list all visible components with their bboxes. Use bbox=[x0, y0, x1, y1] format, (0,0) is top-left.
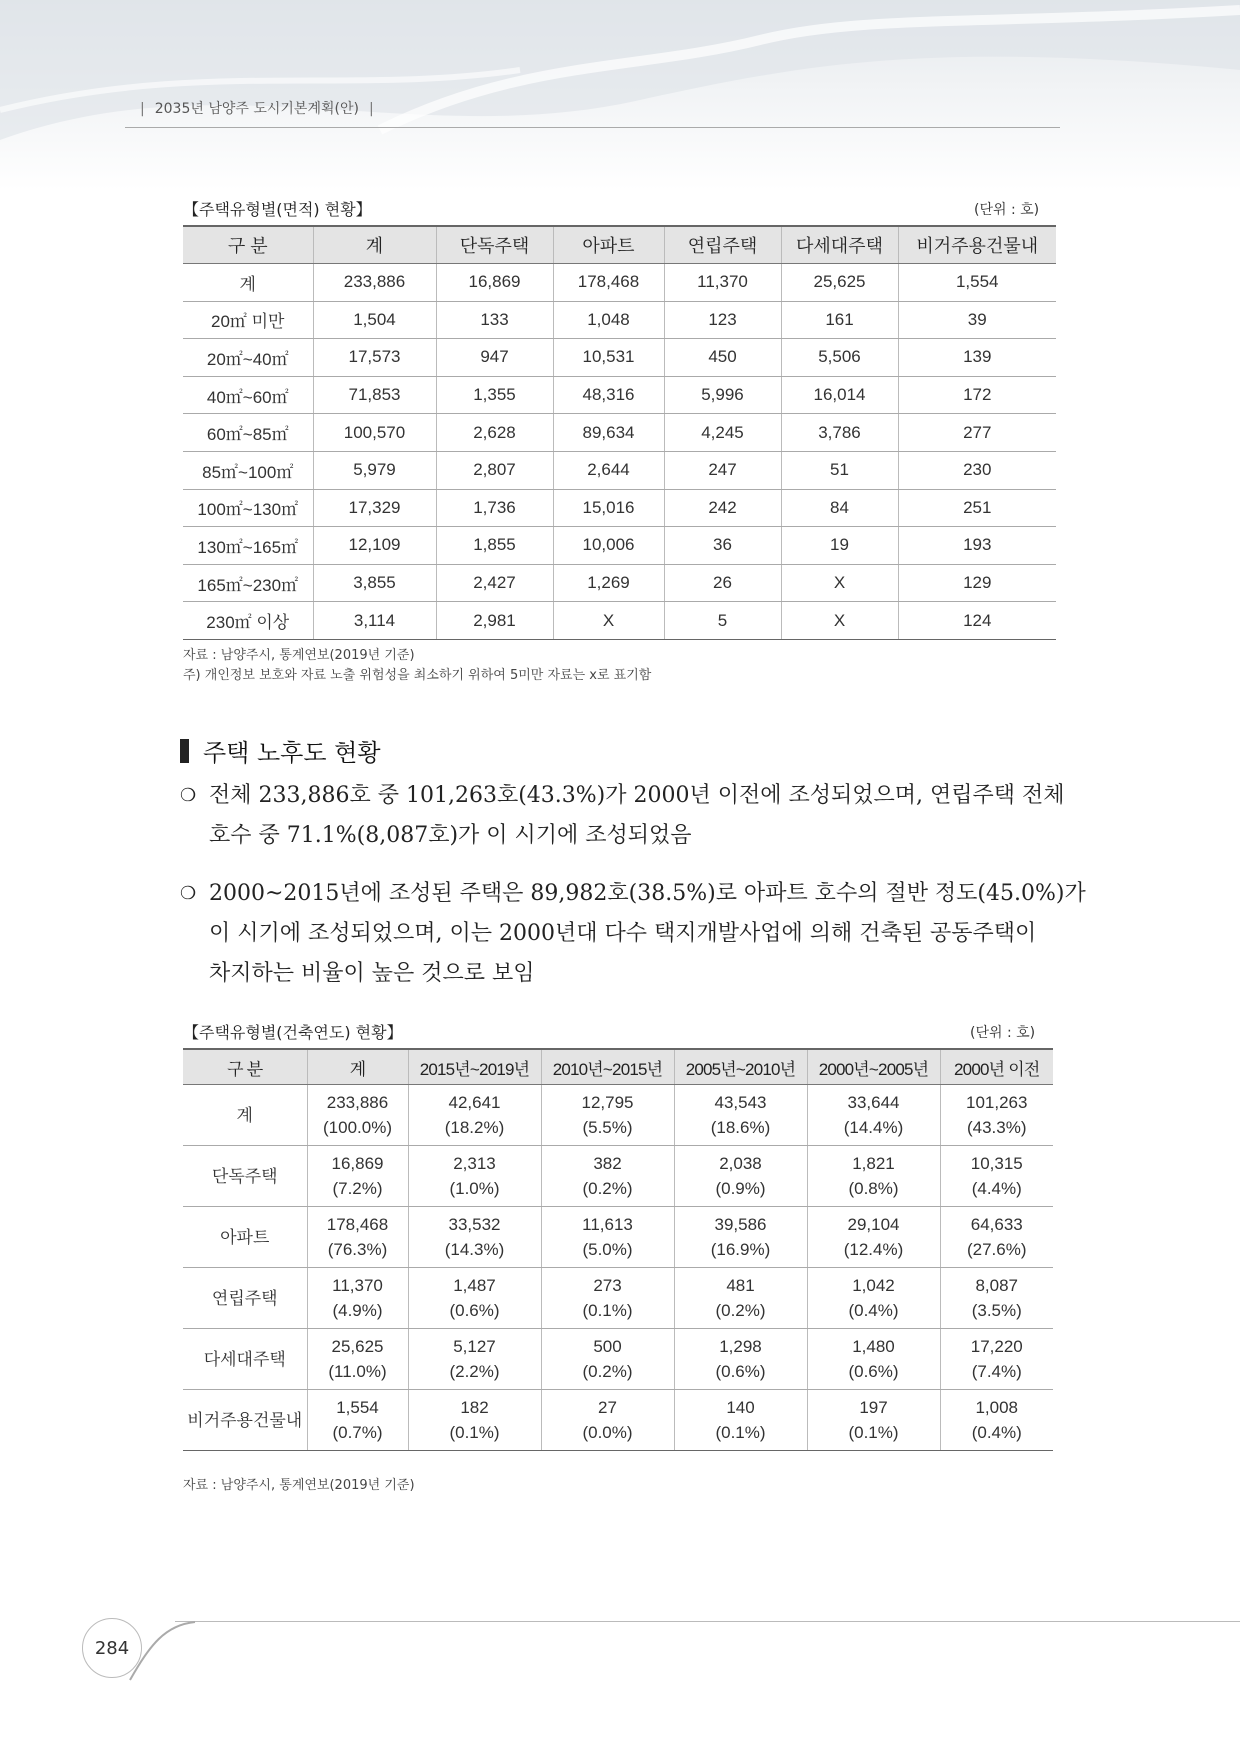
cell-count: 197 bbox=[859, 1398, 888, 1417]
table-cell: 25,625 bbox=[781, 264, 898, 302]
table-cell bbox=[674, 1329, 807, 1390]
table-cell bbox=[674, 1268, 807, 1329]
cell-percent: (2.2%) bbox=[449, 1362, 500, 1381]
cell-count: 10,315 bbox=[970, 1154, 1023, 1173]
cell-count: 39,586 bbox=[714, 1215, 767, 1234]
table-cell: 17,329 bbox=[313, 489, 436, 527]
cell-count: 16,869 bbox=[331, 1154, 384, 1173]
cell-count: 101,263 bbox=[966, 1093, 1028, 1112]
cell-count: 1,821 bbox=[852, 1154, 895, 1173]
table-cell: 2,628 bbox=[436, 414, 553, 452]
row-label: 비거주용건물내 bbox=[183, 1390, 307, 1451]
table-cell: 3,786 bbox=[781, 414, 898, 452]
table-cell: 1,504 bbox=[313, 301, 436, 339]
cell-percent: (76.3%) bbox=[327, 1240, 388, 1259]
cell-percent: (4.4%) bbox=[971, 1179, 1022, 1198]
cell-count: 5,127 bbox=[453, 1337, 496, 1356]
table-cell: 1,855 bbox=[436, 527, 553, 565]
cell-count: 33,532 bbox=[448, 1215, 501, 1234]
table-cell: 2,807 bbox=[436, 451, 553, 489]
table-cell: 36 bbox=[664, 527, 781, 565]
cell-percent: (0.2%) bbox=[582, 1179, 633, 1198]
cell-count: 12,795 bbox=[581, 1093, 634, 1112]
table-cell: X bbox=[781, 602, 898, 640]
table-cell: 242 bbox=[664, 489, 781, 527]
table-cell: 129 bbox=[898, 564, 1056, 602]
cell-count: 2,313 bbox=[453, 1154, 496, 1173]
table-row bbox=[183, 1085, 1053, 1146]
table-cell bbox=[807, 1329, 940, 1390]
table2-column-header: 2000년~2005년 bbox=[807, 1049, 940, 1085]
paragraph-line: 이 시기에 조성되었으며, 이는 2000년대 다수 택지개발사업에 의해 건축된 공동주택이 bbox=[209, 921, 1037, 946]
table1-column-header: 비거주용건물내 bbox=[898, 226, 1056, 264]
cell-count: 182 bbox=[460, 1398, 489, 1417]
table-cell bbox=[541, 1085, 674, 1146]
table-cell: 4,245 bbox=[664, 414, 781, 452]
table-cell: 2,644 bbox=[553, 451, 664, 489]
table-cell bbox=[541, 1207, 674, 1268]
table-cell: 5,979 bbox=[313, 451, 436, 489]
table-housing-by-area bbox=[183, 225, 1056, 640]
running-head-title: 2035년 남양주 도시기본계획(안) bbox=[154, 101, 359, 117]
table-cell: 123 bbox=[664, 301, 781, 339]
table-cell bbox=[807, 1390, 940, 1451]
table-cell bbox=[807, 1268, 940, 1329]
table-cell: 1,736 bbox=[436, 489, 553, 527]
row-label: 85㎡~100㎡ bbox=[183, 451, 313, 489]
table-cell: 26 bbox=[664, 564, 781, 602]
table-cell bbox=[307, 1146, 408, 1207]
row-label: 20㎡~40㎡ bbox=[183, 339, 313, 377]
row-label: 단독주택 bbox=[183, 1146, 307, 1207]
table2-column-header: 2010년~2015년 bbox=[541, 1049, 674, 1085]
cell-count: 43,543 bbox=[714, 1093, 767, 1112]
table1-column-header: 단독주택 bbox=[436, 226, 553, 264]
table-cell: 19 bbox=[781, 527, 898, 565]
table-row bbox=[183, 602, 1056, 640]
cell-percent: (5.5%) bbox=[582, 1118, 633, 1137]
table-cell bbox=[307, 1207, 408, 1268]
cell-count: 1,042 bbox=[852, 1276, 895, 1295]
row-label: 20㎡ 미만 bbox=[183, 301, 313, 339]
table-row bbox=[183, 451, 1056, 489]
table-cell: 11,370 bbox=[664, 264, 781, 302]
cell-count: 1,298 bbox=[719, 1337, 762, 1356]
table-cell: 2,981 bbox=[436, 602, 553, 640]
table2-column-header: 구 분 bbox=[183, 1049, 307, 1085]
table2-unit: (단위 : 호) bbox=[970, 1025, 1036, 1041]
table-cell: 450 bbox=[664, 339, 781, 377]
table1-caption: 【주택유형별(면적) 현황】 bbox=[183, 200, 372, 219]
table-cell bbox=[307, 1085, 408, 1146]
table-cell bbox=[541, 1146, 674, 1207]
cell-percent: (0.1%) bbox=[848, 1423, 899, 1442]
table-cell: 48,316 bbox=[553, 376, 664, 414]
row-label: 계 bbox=[183, 264, 313, 302]
cell-percent: (0.9%) bbox=[715, 1179, 766, 1198]
running-head bbox=[130, 98, 384, 118]
table-cell: 1,355 bbox=[436, 376, 553, 414]
cell-percent: (0.4%) bbox=[848, 1301, 899, 1320]
row-label: 165㎡~230㎡ bbox=[183, 564, 313, 602]
table-row bbox=[183, 489, 1056, 527]
table-row bbox=[183, 339, 1056, 377]
table-cell: 17,573 bbox=[313, 339, 436, 377]
paragraph-line: 차지하는 비율이 높은 것으로 보임 bbox=[209, 961, 535, 986]
row-label: 60㎡~85㎡ bbox=[183, 414, 313, 452]
table-cell: 10,531 bbox=[553, 339, 664, 377]
cell-count: 25,625 bbox=[331, 1337, 384, 1356]
table-cell: 1,048 bbox=[553, 301, 664, 339]
table-row bbox=[183, 376, 1056, 414]
table-cell bbox=[307, 1268, 408, 1329]
table-housing-by-construction-year bbox=[183, 1048, 1053, 1451]
cell-percent: (16.9%) bbox=[710, 1240, 771, 1259]
cell-percent: (3.5%) bbox=[971, 1301, 1022, 1320]
cell-count: 2,038 bbox=[719, 1154, 762, 1173]
table-cell bbox=[940, 1146, 1053, 1207]
table-cell bbox=[940, 1329, 1053, 1390]
cell-percent: (0.0%) bbox=[582, 1423, 633, 1442]
footer-rule bbox=[175, 1621, 1240, 1622]
table-row bbox=[183, 414, 1056, 452]
table-row bbox=[183, 1329, 1053, 1390]
row-label: 계 bbox=[183, 1085, 307, 1146]
paragraph-line: 2000~2015년에 조성된 주택은 89,982호(38.5%)로 아파트 호수의 절반 정도(45.0%)가 bbox=[209, 881, 1086, 906]
table-row bbox=[183, 1390, 1053, 1451]
cell-count: 42,641 bbox=[448, 1093, 501, 1112]
table-cell: 5 bbox=[664, 602, 781, 640]
table-cell: 89,634 bbox=[553, 414, 664, 452]
cell-percent: (0.2%) bbox=[715, 1301, 766, 1320]
table-cell: 139 bbox=[898, 339, 1056, 377]
cell-count: 1,008 bbox=[975, 1398, 1019, 1417]
cell-percent: (7.4%) bbox=[971, 1362, 1022, 1381]
table-row bbox=[183, 527, 1056, 565]
table2-column-header: 2000년 이전 bbox=[940, 1049, 1053, 1085]
table-cell bbox=[674, 1146, 807, 1207]
table-cell: 247 bbox=[664, 451, 781, 489]
table-cell: 16,869 bbox=[436, 264, 553, 302]
table-row bbox=[183, 301, 1056, 339]
cell-count: 382 bbox=[593, 1154, 622, 1173]
table-cell bbox=[307, 1329, 408, 1390]
table-cell: 2,427 bbox=[436, 564, 553, 602]
table2-column-header: 2015년~2019년 bbox=[408, 1049, 541, 1085]
cell-percent: (0.6%) bbox=[848, 1362, 899, 1381]
cell-percent: (0.6%) bbox=[449, 1301, 500, 1320]
cell-percent: (0.1%) bbox=[449, 1423, 500, 1442]
table1-note: 주) 개인정보 보호와 자료 노출 위험성을 최소하기 위하여 5미만 자료는 x로 표기함 bbox=[183, 668, 652, 683]
table-cell bbox=[807, 1207, 940, 1268]
table-cell bbox=[940, 1085, 1053, 1146]
cell-percent: (18.2%) bbox=[444, 1118, 505, 1137]
table-cell bbox=[307, 1390, 408, 1451]
table-cell: 161 bbox=[781, 301, 898, 339]
cell-count: 29,104 bbox=[847, 1215, 900, 1234]
cell-percent: (0.1%) bbox=[715, 1423, 766, 1442]
table1-column-header: 아파트 bbox=[553, 226, 664, 264]
cell-count: 11,613 bbox=[582, 1215, 633, 1234]
header-wave-decoration bbox=[0, 0, 1240, 190]
cell-percent: (0.1%) bbox=[582, 1301, 633, 1320]
table2-source: 자료 : 남양주시, 통계연보(2019년 기준) bbox=[183, 1478, 415, 1493]
table-cell: 100,570 bbox=[313, 414, 436, 452]
section-title-text: 주택 노후도 현황 bbox=[203, 739, 381, 767]
table-cell: 133 bbox=[436, 301, 553, 339]
cell-percent: (5.0%) bbox=[582, 1240, 633, 1259]
table-cell bbox=[408, 1085, 541, 1146]
table-cell: 230 bbox=[898, 451, 1056, 489]
table-cell: 51 bbox=[781, 451, 898, 489]
table-cell: 5,996 bbox=[664, 376, 781, 414]
table-cell: 251 bbox=[898, 489, 1056, 527]
table-cell bbox=[674, 1390, 807, 1451]
row-label: 아파트 bbox=[183, 1207, 307, 1268]
table2-column-header: 2005년~2010년 bbox=[674, 1049, 807, 1085]
table-cell bbox=[674, 1085, 807, 1146]
cell-percent: (0.4%) bbox=[971, 1423, 1022, 1442]
cell-percent: (100.0%) bbox=[323, 1118, 392, 1137]
cell-count: 481 bbox=[726, 1276, 755, 1295]
table-cell bbox=[940, 1390, 1053, 1451]
table-cell bbox=[408, 1329, 541, 1390]
cell-count: 17,220 bbox=[970, 1337, 1023, 1356]
table2-header-row bbox=[183, 1049, 1053, 1085]
cell-count: 233,886 bbox=[326, 1093, 389, 1112]
table-row bbox=[183, 1146, 1053, 1207]
table-cell bbox=[408, 1268, 541, 1329]
cell-count: 1,554 bbox=[336, 1398, 379, 1417]
cell-percent: (18.6%) bbox=[710, 1118, 771, 1137]
cell-percent: (4.9%) bbox=[332, 1301, 383, 1320]
table1-header-row bbox=[183, 226, 1056, 264]
cell-count: 178,468 bbox=[326, 1215, 389, 1234]
row-label: 130㎡~165㎡ bbox=[183, 527, 313, 565]
table-cell: 1,554 bbox=[898, 264, 1056, 302]
table-row bbox=[183, 264, 1056, 302]
row-label: 230㎡ 이상 bbox=[183, 602, 313, 640]
cell-count: 33,644 bbox=[847, 1093, 900, 1112]
table-cell: 3,114 bbox=[313, 602, 436, 640]
cell-count: 500 bbox=[593, 1337, 622, 1356]
table-cell: 277 bbox=[898, 414, 1056, 452]
cell-percent: (0.2%) bbox=[582, 1362, 633, 1381]
table-cell: 172 bbox=[898, 376, 1056, 414]
table-cell: X bbox=[553, 602, 664, 640]
cell-percent: (1.0%) bbox=[449, 1179, 500, 1198]
table1-column-header: 다세대주택 bbox=[781, 226, 898, 264]
table1-column-header: 계 bbox=[313, 226, 436, 264]
table-cell: 84 bbox=[781, 489, 898, 527]
table-cell bbox=[541, 1390, 674, 1451]
table-cell: 12,109 bbox=[313, 527, 436, 565]
row-label: 다세대주택 bbox=[183, 1329, 307, 1390]
bullet-circle-icon: ❍ bbox=[180, 883, 197, 904]
table-row bbox=[183, 564, 1056, 602]
cell-count: 1,480 bbox=[852, 1337, 895, 1356]
cell-count: 140 bbox=[726, 1398, 755, 1417]
running-head-bar-right: | bbox=[368, 101, 374, 117]
table1-column-header: 연립주택 bbox=[664, 226, 781, 264]
table1-unit: (단위 : 호) bbox=[974, 202, 1040, 218]
table-cell: 39 bbox=[898, 301, 1056, 339]
cell-percent: (0.8%) bbox=[848, 1179, 899, 1198]
table2-column-header: 계 bbox=[307, 1049, 408, 1085]
table-cell: 124 bbox=[898, 602, 1056, 640]
cell-percent: (7.2%) bbox=[332, 1179, 383, 1198]
bullet-circle-icon: ❍ bbox=[180, 785, 197, 806]
page-number-text: 284 bbox=[94, 1637, 130, 1659]
header-background bbox=[0, 0, 1240, 190]
running-head-bar-left: | bbox=[140, 101, 145, 117]
cell-percent: (14.4%) bbox=[843, 1118, 904, 1137]
cell-percent: (43.3%) bbox=[966, 1118, 1027, 1137]
cell-count: 273 bbox=[593, 1276, 622, 1295]
row-label: 40㎡~60㎡ bbox=[183, 376, 313, 414]
row-label: 연립주택 bbox=[183, 1268, 307, 1329]
table-cell bbox=[807, 1085, 940, 1146]
table-cell: 15,016 bbox=[553, 489, 664, 527]
table-cell: 71,853 bbox=[313, 376, 436, 414]
cell-percent: (12.4%) bbox=[843, 1240, 904, 1259]
cell-percent: (14.3%) bbox=[444, 1240, 505, 1259]
table1-column-header: 구 분 bbox=[183, 226, 313, 264]
table-cell bbox=[408, 1207, 541, 1268]
paragraph-line: 호수 중 71.1%(8,087호)가 이 시기에 조성되었음 bbox=[209, 823, 692, 848]
cell-count: 8,087 bbox=[975, 1276, 1019, 1295]
table-cell: 193 bbox=[898, 527, 1056, 565]
table-cell: 1,269 bbox=[553, 564, 664, 602]
cell-count: 27 bbox=[598, 1398, 617, 1417]
cell-percent: (0.7%) bbox=[332, 1423, 383, 1442]
cell-percent: (27.6%) bbox=[966, 1240, 1027, 1259]
table-cell: 178,468 bbox=[553, 264, 664, 302]
row-label: 100㎡~130㎡ bbox=[183, 489, 313, 527]
table-cell: 16,014 bbox=[781, 376, 898, 414]
table-cell bbox=[940, 1268, 1053, 1329]
section-marker-icon bbox=[180, 739, 189, 763]
cell-percent: (11.0%) bbox=[328, 1362, 387, 1381]
cell-percent: (0.6%) bbox=[715, 1362, 766, 1381]
table-row bbox=[183, 1207, 1053, 1268]
table-cell: 3,855 bbox=[313, 564, 436, 602]
section-title bbox=[180, 733, 381, 768]
table-cell: 947 bbox=[436, 339, 553, 377]
cell-count: 64,633 bbox=[970, 1215, 1023, 1234]
table-row bbox=[183, 1268, 1053, 1329]
bullet-paragraph-1 bbox=[180, 776, 1065, 856]
table-cell: 10,006 bbox=[553, 527, 664, 565]
table-cell bbox=[408, 1146, 541, 1207]
bullet-paragraph-2 bbox=[180, 874, 1086, 994]
cell-count: 11,370 bbox=[332, 1276, 383, 1295]
table-cell bbox=[674, 1207, 807, 1268]
table-cell: 233,886 bbox=[313, 264, 436, 302]
table-cell bbox=[807, 1146, 940, 1207]
table1-source: 자료 : 남양주시, 통계연보(2019년 기준) bbox=[183, 648, 415, 663]
cell-count: 1,487 bbox=[453, 1276, 496, 1295]
table-cell bbox=[541, 1329, 674, 1390]
page-number bbox=[82, 1618, 142, 1678]
table-cell bbox=[541, 1268, 674, 1329]
header-rule bbox=[125, 127, 1060, 128]
table-cell: 5,506 bbox=[781, 339, 898, 377]
table-cell: X bbox=[781, 564, 898, 602]
table-cell bbox=[408, 1390, 541, 1451]
table-cell bbox=[940, 1207, 1053, 1268]
table2-caption: 【주택유형별(건축연도) 현황】 bbox=[183, 1023, 403, 1042]
paragraph-line: 전체 233,886호 중 101,263호(43.3%)가 2000년 이전에 조성되었으며, 연립주택 전체 bbox=[209, 783, 1065, 808]
